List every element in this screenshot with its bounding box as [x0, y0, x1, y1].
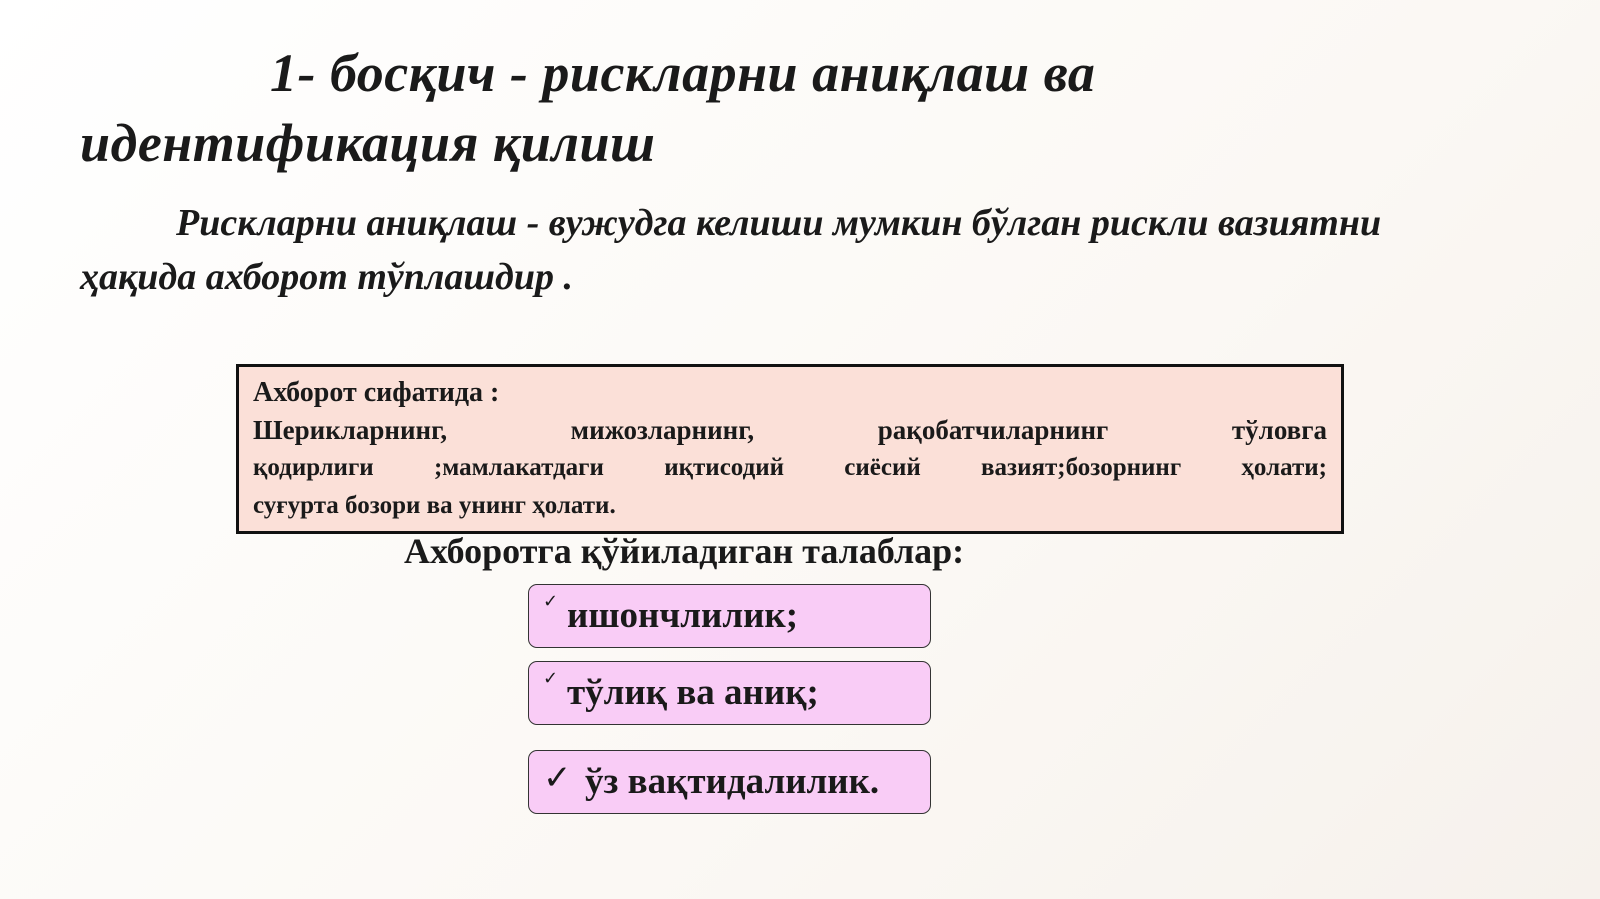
information-box	[236, 364, 1344, 534]
definition-line-1: Рискларни аниқлаш - вужудга келиши мумкин бўлган рискли вазиятни	[176, 202, 1382, 244]
check-icon: ✓	[543, 758, 572, 798]
requirement-item-completeness	[528, 661, 931, 725]
check-icon: ✓	[543, 668, 559, 689]
info-box-line-2: қодирлиги ;мамлакатдаги иқтисодий сиёсий вазият;бозорнинг ҳолати;	[253, 454, 1327, 481]
check-icon: ✓	[543, 591, 559, 612]
requirements-heading: Ахборотга қўйиладиган талаблар:	[404, 531, 965, 571]
requirement-label: тўлиқ ва аниқ;	[567, 672, 819, 713]
requirement-label: ўз вақтидалилик.	[585, 761, 880, 802]
info-box-line-3: суғурта бозори ва унинг ҳолати.	[253, 492, 616, 519]
info-box-line-1: Шерикларнинг, мижозларнинг, рақобатчиларнинг тўловга	[253, 415, 1327, 445]
info-box-body	[253, 411, 1327, 525]
requirement-item-reliability	[528, 584, 931, 648]
definition-line-2: ҳақида ахборот тўплашдир .	[80, 256, 574, 298]
title-line-2: идентификация қилиш	[80, 113, 656, 173]
slide-title	[80, 38, 1480, 178]
definition-paragraph	[80, 196, 1500, 304]
requirement-label: ишончлилик;	[567, 595, 799, 636]
requirement-item-timeliness	[528, 750, 931, 814]
info-box-heading: Ахборот сифатида :	[253, 377, 500, 408]
title-line-1: 1- босқич - рискларни аниқлаш ва	[270, 43, 1096, 103]
